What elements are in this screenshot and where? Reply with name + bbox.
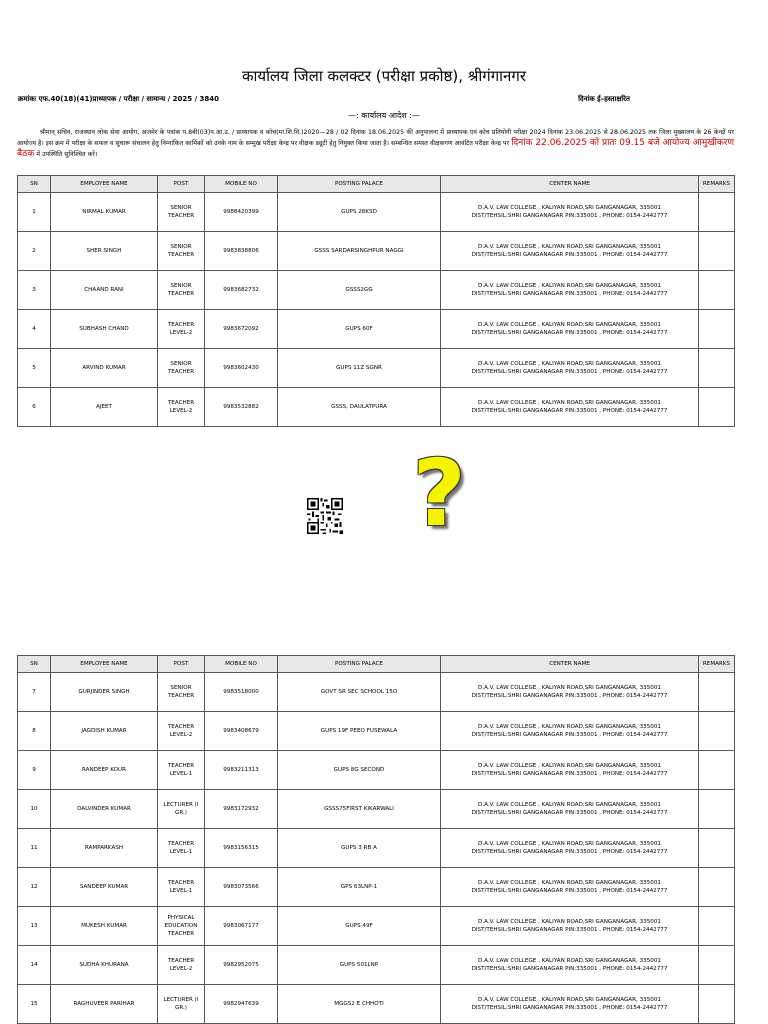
remarks-cell [699,907,735,946]
center-address-line: D.A.V. LAW COLLEGE , KALIYAN ROAD,SRI GANGANAGAR, 335001 [478,322,661,328]
sn-cell: 1 [18,193,51,232]
table-row [18,946,735,985]
posting-place-cell: GSSS2GG [278,271,441,310]
center-district-line: DIST/TEHSIL:SHRI GANGANAGAR PIN:335001 , PHONE: 0154-2442777 [471,771,668,777]
table-row [18,310,735,349]
center-district-line: DIST/TEHSIL:SHRI GANGANAGAR PIN:335001 , PHONE: 0154-2442777 [471,369,668,375]
question-mark-icon: ? [412,440,466,547]
employee-name-cell: SUDHA KHURANA [51,946,158,985]
column-header: EMPLOYEE NAME [51,176,158,193]
remarks-cell [699,271,735,310]
post-cell: PHYSICAL EDUCATION TEACHER [158,907,205,946]
center-address-line: D.A.V. LAW COLLEGE , KALIYAN ROAD,SRI GANGANAGAR, 335001 [478,361,661,367]
center-name-cell [441,907,699,946]
post-cell: TEACHER LEVEL-2 [158,388,205,427]
sn-cell: 15 [18,985,51,1024]
table-row [18,271,735,310]
column-header: SN [18,656,51,673]
remarks-cell [699,349,735,388]
center-district-line: DIST/TEHSIL:SHRI GANGANAGAR PIN:335001 , PHONE: 0154-2442777 [471,849,668,855]
posting-place-cell: GSSS SARDARSINGHPUR NAGGI [278,232,441,271]
center-district-line: DIST/TEHSIL:SHRI GANGANAGAR PIN:335001 , PHONE: 0154-2442777 [471,291,668,297]
table-row [18,673,735,712]
sn-cell: 9 [18,751,51,790]
sn-cell: 8 [18,712,51,751]
posting-place-cell: GUPS 60F [278,310,441,349]
center-name-cell [441,868,699,907]
center-address-line: D.A.V. LAW COLLEGE , KALIYAN ROAD,SRI GANGANAGAR, 335001 [478,685,661,691]
center-address-line: D.A.V. LAW COLLEGE , KALIYAN ROAD,SRI GANGANAGAR, 335001 [478,919,661,925]
column-header: POSTING PALACE [278,656,441,673]
employee-name-cell: ARVIND KUMAR [51,349,158,388]
employee-name-cell: RANDEEP KOUR [51,751,158,790]
center-name-cell [441,985,699,1024]
remarks-cell [699,232,735,271]
center-address-line: D.A.V. LAW COLLEGE , KALIYAN ROAD,SRI GANGANAGAR, 335001 [478,958,661,964]
column-header: EMPLOYEE NAME [51,656,158,673]
center-address-line: D.A.V. LAW COLLEGE , KALIYAN ROAD,SRI GANGANAGAR, 335001 [478,997,661,1003]
remarks-cell [699,946,735,985]
remarks-cell [699,388,735,427]
center-name-cell [441,349,699,388]
mobile-cell: 9983067177 [205,907,278,946]
column-header: POST [158,656,205,673]
posting-place-cell: MGGS2 E CHHOTI [278,985,441,1024]
post-cell: TEACHER LEVEL-2 [158,946,205,985]
employee-name-cell: AJEET [51,388,158,427]
column-header: REMARKS [699,656,735,673]
center-district-line: DIST/TEHSIL:SHRI GANGANAGAR PIN:335001 , PHONE: 0154-2442777 [471,927,668,933]
center-district-line: DIST/TEHSIL:SHRI GANGANAGAR PIN:335001 , PHONE: 0154-2442777 [471,330,668,336]
post-cell: LECTURER (I GR.) [158,790,205,829]
sn-cell: 3 [18,271,51,310]
mobile-cell: 9983672092 [205,310,278,349]
mobile-cell: 9983838806 [205,232,278,271]
sn-cell: 4 [18,310,51,349]
center-district-line: DIST/TEHSIL:SHRI GANGANAGAR PIN:335001 , PHONE: 0154-2442777 [471,693,668,699]
center-district-line: DIST/TEHSIL:SHRI GANGANAGAR PIN:335001 , PHONE: 0154-2442777 [471,213,668,219]
center-name-cell [441,310,699,349]
sn-cell: 2 [18,232,51,271]
post-cell: SENIOR TEACHER [158,232,205,271]
post-cell: TEACHER LEVEL-2 [158,310,205,349]
order-date: दिनांक ई–हस्ताक्षरित [578,95,630,103]
remarks-cell [699,829,735,868]
posting-place-cell: GUPS 3 RB A [278,829,441,868]
column-header: CENTER NAME [441,176,699,193]
center-district-line: DIST/TEHSIL:SHRI GANGANAGAR PIN:335001 , PHONE: 0154-2442777 [471,966,668,972]
table-row [18,907,735,946]
center-district-line: DIST/TEHSIL:SHRI GANGANAGAR PIN:335001 , PHONE: 0154-2442777 [471,810,668,816]
center-name-cell [441,673,699,712]
posting-place-cell: GUPS 19F PEEO FUSEWALA [278,712,441,751]
table-row [18,712,735,751]
table-row [18,829,735,868]
employee-name-cell: RAMPARKASH [51,829,158,868]
order-text: श्रीमान् सचिव, राजस्थान लोक सेवा आयोग, अजमेर के पत्रांक प.8बी(03)प.आ.उ. / प्राध्यापक व कोच(मा.शि.वि.)2020—28 / 02 दिनांक 18.06.2025 की अनुपालना में प्राध्यापक एवं कोच प्रतियोगी परीक्षा 2024 दिनांक 23.06.2025 से 28.06.2025 तक जिला मुख्यालय के 26 केन्द्रों पर आयोज्य है। इस क्रम में परीक्षा के सफल व सुचारू संचालन हेतु निम्नांकित कार्मिकों को उनके नाम के सम्मुख परीक्षा केन्द्र पर वीक्षक ड्यूटी हेतु नियुक्त किया जाता है। सम्बन्धित समस्त वीक्षकगण आवंटित परीक्षा केन्द्र पर [17,129,734,147]
reference-number: क्रमांकः एफ.40(18)(41)प्राध्यापक / परीक्षा / सामान्य / 2025 / 3840 [18,95,220,103]
table-row [18,193,735,232]
column-header: CENTER NAME [441,656,699,673]
center-district-line: DIST/TEHSIL:SHRI GANGANAGAR PIN:335001 , PHONE: 0154-2442777 [471,732,668,738]
table-body [18,193,735,427]
table-row [18,751,735,790]
posting-place-cell: GOVT SR SEC SCHOOL 15O [278,673,441,712]
qr-code-icon [307,498,343,534]
center-address-line: D.A.V. LAW COLLEGE , KALIYAN ROAD,SRI GANGANAGAR, 335001 [478,205,661,211]
sn-cell: 11 [18,829,51,868]
center-address-line: D.A.V. LAW COLLEGE , KALIYAN ROAD,SRI GANGANAGAR, 335001 [478,244,661,250]
post-cell: SENIOR TEACHER [158,673,205,712]
remarks-cell [699,790,735,829]
sn-cell: 5 [18,349,51,388]
center-address-line: D.A.V. LAW COLLEGE , KALIYAN ROAD,SRI GANGANAGAR, 335001 [478,841,661,847]
post-cell: TEACHER LEVEL-1 [158,751,205,790]
employee-name-cell: SANDEEP KUMAR [51,868,158,907]
remarks-cell [699,712,735,751]
center-address-line: D.A.V. LAW COLLEGE , KALIYAN ROAD,SRI GANGANAGAR, 335001 [478,400,661,406]
meeting-highlight: दिनांक 22.06.2025 को प्रातः 09.15 बजे आयोज्य आमुखीकरण बैठक [17,138,734,159]
table-row [18,790,735,829]
center-address-line: D.A.V. LAW COLLEGE , KALIYAN ROAD,SRI GANGANAGAR, 335001 [478,724,661,730]
post-cell: SENIOR TEACHER [158,271,205,310]
mobile-cell: 9983682732 [205,271,278,310]
sn-cell: 6 [18,388,51,427]
sn-cell: 13 [18,907,51,946]
center-name-cell [441,271,699,310]
order-body [17,127,734,160]
center-address-line: D.A.V. LAW COLLEGE , KALIYAN ROAD,SRI GANGANAGAR, 335001 [478,763,661,769]
employee-name-cell: MUKESH KUMAR [51,907,158,946]
mobile-cell: 9988420399 [205,193,278,232]
sn-cell: 14 [18,946,51,985]
table-row [18,388,735,427]
duty-table-page-2 [17,655,735,1024]
mobile-cell: 9983532882 [205,388,278,427]
employee-name-cell: SUBHASH CHAND [51,310,158,349]
post-cell: TEACHER LEVEL-2 [158,712,205,751]
center-name-cell [441,829,699,868]
sn-cell: 7 [18,673,51,712]
column-header: REMARKS [699,176,735,193]
center-district-line: DIST/TEHSIL:SHRI GANGANAGAR PIN:335001 , PHONE: 0154-2442777 [471,252,668,258]
remarks-cell [699,310,735,349]
posting-place-cell: GSSS75FIRST KIKARWALI [278,790,441,829]
order-text-end: में उपस्थिति सुनिश्चित करें। [36,151,98,158]
posting-place-cell: GUPS 49F [278,907,441,946]
table-header-row [18,656,735,673]
remarks-cell [699,751,735,790]
center-district-line: DIST/TEHSIL:SHRI GANGANAGAR PIN:335001 , PHONE: 0154-2442777 [471,1005,668,1011]
posting-place-cell: GUPS 28KSD [278,193,441,232]
center-address-line: D.A.V. LAW COLLEGE , KALIYAN ROAD,SRI GANGANAGAR, 335001 [478,802,661,808]
post-cell: SENIOR TEACHER [158,349,205,388]
posting-place-cell: GSSS, DAULATPURA [278,388,441,427]
table-header-row [18,176,735,193]
sn-cell: 12 [18,868,51,907]
column-header: POSTING PALACE [278,176,441,193]
mobile-cell: 9982952075 [205,946,278,985]
center-address-line: D.A.V. LAW COLLEGE , KALIYAN ROAD,SRI GANGANAGAR, 335001 [478,283,661,289]
mobile-cell: 9983211313 [205,751,278,790]
center-district-line: DIST/TEHSIL:SHRI GANGANAGAR PIN:335001 , PHONE: 0154-2442777 [471,888,668,894]
post-cell: LECTURER (I GR.) [158,985,205,1024]
employee-name-cell: CHAAND RANI [51,271,158,310]
table-row [18,349,735,388]
employee-name-cell: SHER SINGH [51,232,158,271]
post-cell: TEACHER LEVEL-1 [158,829,205,868]
employee-name-cell: JAGDISH KUMAR [51,712,158,751]
remarks-cell [699,673,735,712]
mobile-cell: 9983172932 [205,790,278,829]
order-heading: —: कार्यालय आदेश :— [348,111,420,120]
sn-cell: 10 [18,790,51,829]
posting-place-cell: GPS 63LNP-1 [278,868,441,907]
table-row [18,985,735,1024]
remarks-cell [699,868,735,907]
post-cell: SENIOR TEACHER [158,193,205,232]
column-header: SN [18,176,51,193]
posting-place-cell: GUPS 11Z SGNR [278,349,441,388]
mobile-cell: 9982947639 [205,985,278,1024]
remarks-cell [699,985,735,1024]
column-header: POST [158,176,205,193]
mobile-cell: 9983518000 [205,673,278,712]
column-header: MOBILE NO [205,656,278,673]
center-name-cell [441,193,699,232]
center-district-line: DIST/TEHSIL:SHRI GANGANAGAR PIN:335001 , PHONE: 0154-2442777 [471,408,668,414]
posting-place-cell: GUPS 501LNP [278,946,441,985]
center-name-cell [441,946,699,985]
mobile-cell: 9983156315 [205,829,278,868]
mobile-cell: 9983073566 [205,868,278,907]
center-name-cell [441,790,699,829]
post-cell: TEACHER LEVEL-1 [158,868,205,907]
center-name-cell [441,751,699,790]
employee-name-cell: RAGHUVEER PARIHAR [51,985,158,1024]
center-name-cell [441,388,699,427]
center-address-line: D.A.V. LAW COLLEGE , KALIYAN ROAD,SRI GANGANAGAR, 335001 [478,880,661,886]
center-name-cell [441,232,699,271]
column-header: MOBILE NO [205,176,278,193]
table-row [18,232,735,271]
employee-name-cell: GURJINDER SINGH [51,673,158,712]
mobile-cell: 9983602430 [205,349,278,388]
posting-place-cell: GUPS 8G SECOND [278,751,441,790]
center-name-cell [441,712,699,751]
employee-name-cell: DALVINDER KUMAR [51,790,158,829]
table-body [18,673,735,1024]
employee-name-cell: NIRMAL KUMAR [51,193,158,232]
office-title: कार्यालय जिला कलक्टर (परीक्षा प्रकोष्ठ), श्रीगंगानगर [242,67,526,85]
mobile-cell: 9983408679 [205,712,278,751]
table-row [18,868,735,907]
duty-table-page-1 [17,175,735,427]
remarks-cell [699,193,735,232]
